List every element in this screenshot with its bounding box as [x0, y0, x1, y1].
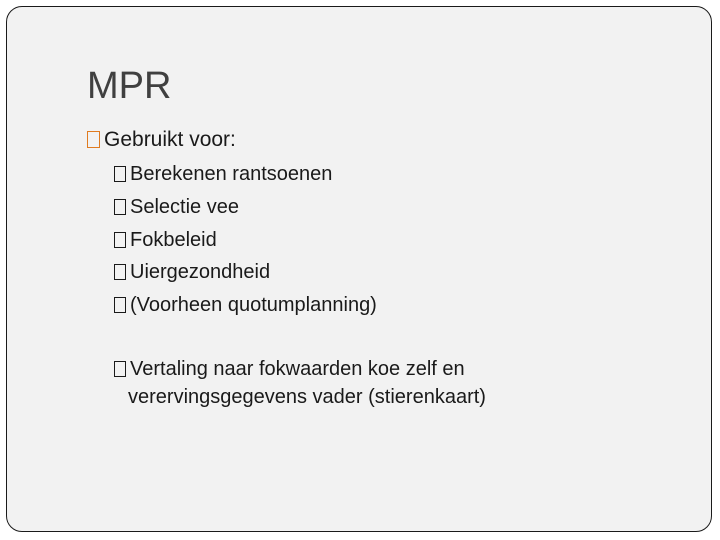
sub-bullet-text: (Voorheen quotumplanning): [130, 294, 377, 316]
slide: [6, 6, 712, 532]
sub-bullet-text: Berekenen rantsoenen: [130, 163, 333, 185]
bullet-box-icon: [114, 361, 126, 377]
bullet-box-icon: [114, 264, 126, 280]
main-bullet-text: Gebruikt voor:: [104, 128, 236, 151]
sub-bullet: [114, 195, 239, 219]
bullet-box-icon: [114, 166, 126, 182]
sub-bullet: [114, 357, 465, 381]
main-bullet: [87, 128, 236, 152]
bullet-box-icon: [114, 297, 126, 313]
sub-bullet-continuation: verervingsgegevens vader (stierenkaart): [128, 386, 486, 408]
bullet-box-icon: [114, 199, 126, 215]
sub-bullet: [114, 228, 217, 252]
bullet-box-icon: [87, 131, 100, 148]
slide-title: MPR: [87, 65, 172, 107]
sub-bullet-text: Uiergezondheid: [130, 261, 271, 283]
sub-bullet-text: Selectie vee: [130, 196, 239, 218]
sub-bullet: [114, 293, 377, 317]
sub-bullet-text: Vertaling naar fokwaarden koe zelf en: [130, 358, 465, 380]
sub-bullet: [114, 162, 332, 186]
bullet-box-icon: [114, 232, 126, 248]
sub-bullet: [114, 260, 270, 284]
sub-bullet-text: Fokbeleid: [130, 229, 217, 251]
